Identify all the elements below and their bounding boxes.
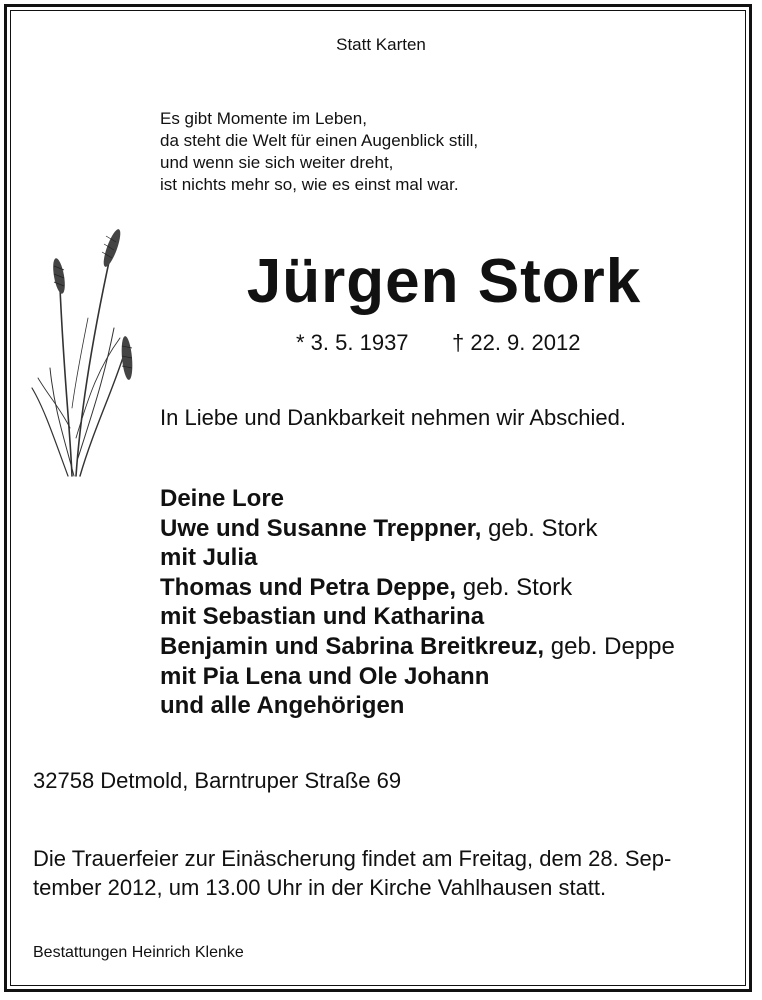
family-name: Benjamin und Sabrina Breitkreuz, [160,632,545,660]
poem [160,108,478,196]
service-line: tember 2012, um 13.00 Uhr in der Kirche Vahlhausen statt. [33,875,607,900]
death-date: † 22. 9. 2012 [452,330,581,355]
birth-date: * 3. 5. 1937 [296,330,409,355]
deceased-name: Jürgen Stork [246,247,642,316]
farewell-text: In Liebe und Dankbarkeit nehmen wir Abschied. [160,405,626,430]
header-statt-karten: Statt Karten [336,35,426,54]
poem-line: da steht die Welt für einen Augenblick still, [160,131,479,150]
family-line [160,573,675,603]
family-name: Thomas und Petra Deppe, [160,573,457,601]
family-list [160,484,675,721]
family-name: Uwe und Susanne Treppner, [160,514,482,542]
family-line [160,632,675,662]
family-note: geb. Stork [481,514,598,542]
service-line: Die Trauerfeier zur Einäscherung findet am Freitag, dem 28. Sep- [33,846,672,871]
family-line [160,514,675,544]
family-line [160,543,675,573]
poem-line: Es gibt Momente im Leben, [160,109,367,128]
family-line [160,691,675,721]
family-line [160,662,675,692]
funeral-home: Bestattungen Heinrich Klenke [33,944,244,961]
family-name: mit Sebastian und Katharina [160,603,485,631]
family-name: mit Julia [160,544,258,572]
service-notice [33,844,733,902]
address: 32758 Detmold, Barntruper Straße 69 [33,768,402,793]
family-line [160,484,675,514]
family-name: und alle Angehörigen [160,692,405,720]
family-name: mit Pia Lena und Ole Johann [160,662,490,690]
family-line [160,602,675,632]
family-name: Deine Lore [160,485,285,512]
family-note: geb. Stork [456,573,573,601]
family-note: geb. Deppe [544,632,675,660]
poem-line: ist nichts mehr so, wie es einst mal war. [160,175,459,194]
poem-line: und wenn sie sich weiter dreht, [160,153,394,172]
